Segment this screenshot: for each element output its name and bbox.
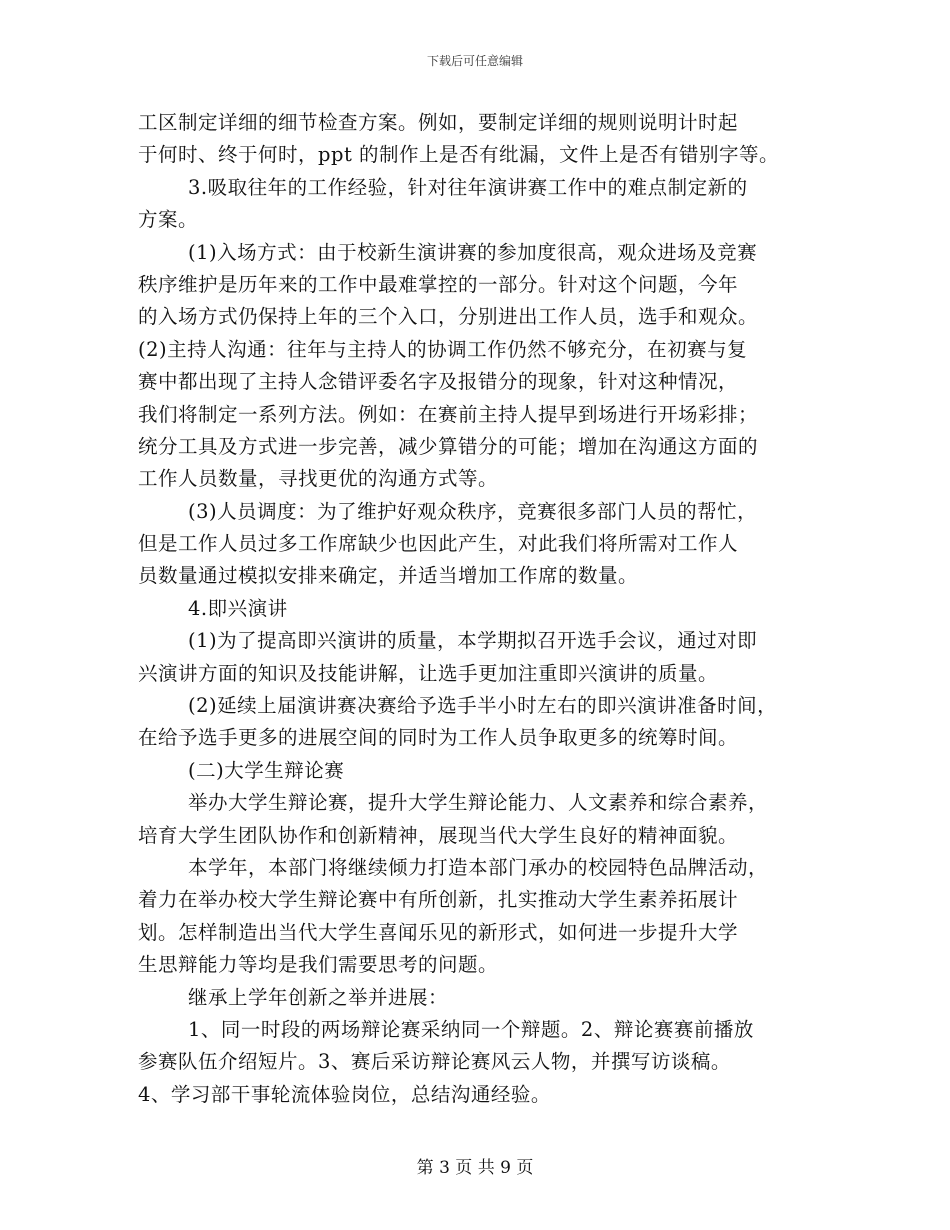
text-line: 工区制定详细的细节检查方案。例如，要制定详细的规则说明计时起 (138, 111, 739, 134)
text-line: 举办大学生辩论赛，提升大学生辩论能力、人文素养和综合素养， (188, 791, 769, 815)
text-line: (2)延续上届演讲赛决赛给予选手半小时左右的即兴演讲准备时间， (188, 694, 778, 718)
text-line: 继承上学年创新之举并进展： (188, 985, 449, 1009)
document-body (138, 107, 828, 1111)
page-number: 第 3 页 共 9 页 (416, 1158, 534, 1178)
text-line: 培育大学生团队协作和创新精神，展现当代大学生良好的精神面貌。 (138, 823, 739, 847)
text-line: 我们将制定一系列方法。例如：在赛前主持人提早到场进行开场彩排； (138, 402, 759, 426)
text-line: 本学年，本部门将继续倾力打造本部门承办的校园特色品牌活动， (188, 855, 769, 879)
page-header: 下载后可任意编辑 (426, 54, 523, 68)
text-line: 参赛队伍介绍短片。3、赛后采访辩论赛风云人物，并撰写访谈稿。 (138, 1050, 731, 1074)
text-line: 于何时、终于何时，ppt 的制作上是否有纰漏，文件上是否有错别字等。 (138, 143, 780, 167)
text-line: 4.即兴演讲 (188, 596, 288, 620)
text-line: 4、学习部干事轮流体验岗位，总结沟通经验。 (138, 1082, 551, 1106)
text-line: (1)为了提高即兴演讲的质量，本学期拟召开选手会议，通过对即 (188, 629, 758, 653)
text-line: 的入场方式仍保持上年的三个入口，分别进出工作人员，选手和观众。 (138, 305, 759, 329)
text-line: 1、同一时段的两场辩论赛采纳同一个辩题。2、辩论赛赛前播放 (188, 1017, 754, 1041)
text-line: 兴演讲方面的知识及技能讲解，让选手更加注重即兴演讲的质量。 (138, 661, 719, 685)
text-line: 工作人员数量，寻找更优的沟通方式等。 (138, 467, 499, 491)
text-line: 在给予选手更多的进展空间的同时为工作人员争取更多的统筹时间。 (138, 726, 739, 750)
text-line: 3.吸取往年的工作经验，针对往年演讲赛工作中的难点制定新的 (188, 175, 748, 199)
text-line: 员数量通过模拟安排来确定，并适当增加工作席的数量。 (138, 564, 639, 588)
text-line: 着力在举办校大学生辩论赛中有所创新，扎实推动大学生素养拓展计 (138, 888, 739, 912)
text-line: (二)大学生辩论赛 (188, 758, 345, 782)
text-line: (3)人员调度：为了维护好观众秩序，竞赛很多部门人员的帮忙， (188, 499, 758, 523)
text-line: 统分工具及方式进一步完善，减少算错分的可能；增加在沟通这方面的 (138, 434, 759, 458)
text-line: 划。怎样制造出当代大学生喜闻乐见的新形式，如何进一步提升大学 (138, 920, 739, 944)
text-line: 方案。 (138, 208, 199, 232)
text-line: (2)主持人沟通：往年与主持人的协调工作仍然不够充分，在初赛与复 (138, 337, 748, 361)
text-line: 生思辩能力等均是我们需要思考的问题。 (138, 953, 499, 977)
text-line: 秩序维护是历年来的工作中最难掌控的一部分。针对这个问题，今年 (138, 272, 739, 296)
text-line: (1)入场方式：由于校新生演讲赛的参加度很高，观众进场及竞赛 (188, 240, 758, 264)
text-line: 但是工作人员过多工作席缺少也因此产生，对此我们将所需对工作人 (138, 532, 739, 556)
text-line: 赛中都出现了主持人念错评委名字及报错分的现象，针对这种情况， (138, 370, 739, 394)
